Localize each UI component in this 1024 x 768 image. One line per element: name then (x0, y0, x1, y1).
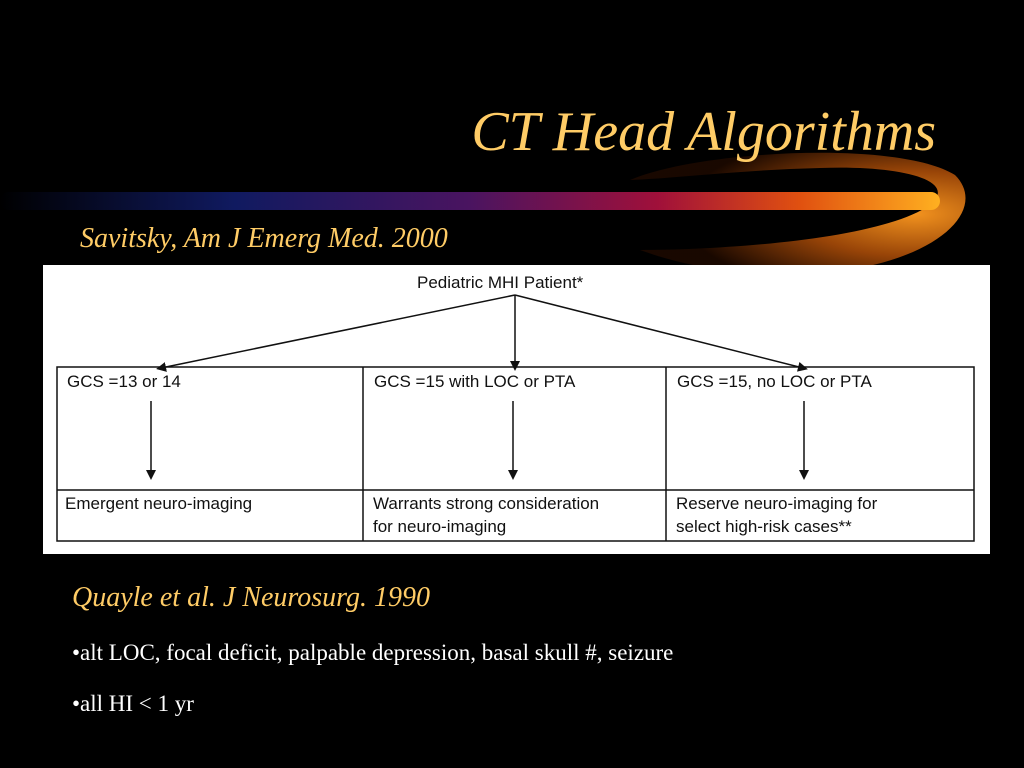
arrow-root-left (161, 295, 515, 368)
bullet-infant: •all HI < 1 yr (72, 691, 194, 716)
branch-3-action-line1: Reserve neuro-imaging for (676, 494, 878, 513)
citation-quayle: Quayle et al. J Neurosurg. 1990 (72, 582, 430, 613)
branch-1-criteria: GCS =13 or 14 (67, 372, 181, 391)
arrow-root-right (515, 295, 803, 368)
slide-title: CT Head Algorithms (471, 101, 936, 163)
bullet-criteria: •alt LOC, focal deficit, palpable depression, basal skull #, seizure (72, 640, 674, 665)
citation-savitsky: Savitsky, Am J Emerg Med. 2000 (80, 223, 448, 254)
branch-3-action-line2: select high-risk cases** (676, 517, 852, 536)
branch-1-action-line1: Emergent neuro-imaging (65, 494, 253, 513)
branch-3-criteria: GCS =15, no LOC or PTA (677, 372, 872, 391)
flowchart (43, 265, 990, 554)
flow-root-label: Pediatric MHI Patient* (417, 273, 584, 292)
branch-2-criteria: GCS =15 with LOC or PTA (374, 372, 576, 391)
branch-2-action-line1: Warrants strong consideration (373, 494, 600, 513)
branch-2-action-line2: for neuro-imaging (373, 517, 507, 536)
